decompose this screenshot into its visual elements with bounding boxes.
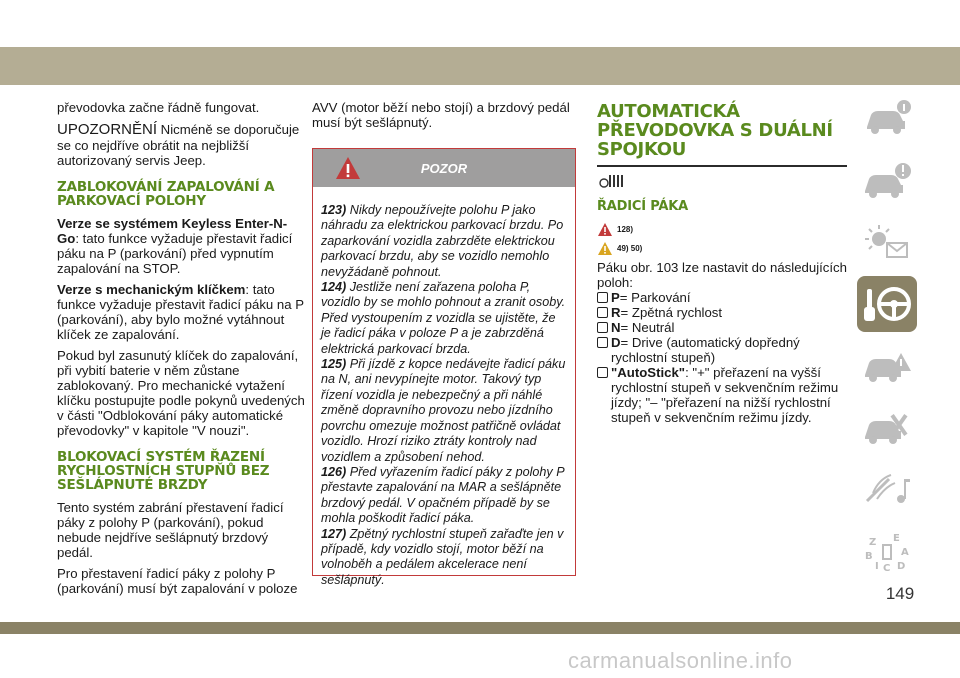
- car-info-icon: [861, 97, 913, 139]
- nav-index[interactable]: [857, 524, 917, 580]
- gear-position: [597, 365, 847, 425]
- warning-text: Jestliže není zařazena poloha P, vozidlo by se mohlo pohnout a zranit osoby. Před vystoupením z vozidla se ujistěte, že je řadicí páka v poloze P a je zabrzděná elektrická parkovací brzda.: [321, 280, 566, 356]
- nav-car-info[interactable]: [857, 90, 917, 146]
- section-heading: ZABLOKOVÁNÍ ZAPALOVÁNÍ A PARKOVACÍ POLOHY: [57, 179, 275, 209]
- page-top-margin: [0, 0, 960, 47]
- warning-item: [321, 203, 567, 280]
- warning-text: Zpětný rychlostní stupeň zařaďte jen v případě, kdy vozidlo stojí, motor běží na volnoběh a pedálem akcelerace není sešlápnutý.: [321, 526, 564, 587]
- pozor-header: [313, 149, 575, 187]
- index-letters-icon: [861, 531, 913, 573]
- nav-car-service[interactable]: [857, 152, 917, 208]
- paragraph: [57, 216, 307, 276]
- pozor-title: POZOR: [420, 161, 468, 176]
- checkbox-icon: [597, 367, 608, 378]
- warning-item: [321, 465, 567, 527]
- checkbox-icon: [597, 292, 608, 303]
- section-heading: ŘADICÍ PÁKA: [597, 199, 688, 214]
- version-label: Verze s mechanickým klíčkem: [57, 282, 246, 297]
- chapter-nav: [857, 90, 917, 586]
- nav-lights-messages[interactable]: [857, 214, 917, 270]
- warning-number: 125): [321, 357, 347, 372]
- upozorneni-text: Nicméně se doporučuje se co nejdříve obrátit na nejbližší autorizovaný servis Jeep.: [57, 122, 300, 168]
- gear-key: P: [611, 290, 620, 305]
- paragraph-text: : tato funkce vyžaduje přestavit řadicí páku na P (parkování) před vypnutím zapalování na STOP.: [57, 231, 293, 276]
- svg-text:E: E: [893, 533, 900, 544]
- warning-text: Při jízdě z kopce nedávejte řadicí páku na N, ani nevypínejte motor. Takový typ řízení vozidla je nebezpečný a při náhlé změně dopravního provozu nebo jízdního povrchu omezuje možnost patřičně ovládat vozidlo. Hrozí riziko ztráty kontroly nad vozidlem a způsobení nehod.: [321, 357, 566, 464]
- heading-rule: [597, 165, 847, 167]
- section-heading: BLOKOVACÍ SYSTÉM ŘAZENÍ RYCHLOSTNÍCH STUPŇŮ BEZ SEŠLÁPNUTÉ BRZDY: [57, 449, 270, 493]
- note-number: 49) 50): [617, 244, 643, 253]
- header-bar: [0, 47, 960, 85]
- checkbox-icon: [597, 337, 608, 348]
- pozor-body: [313, 187, 575, 588]
- pozor-warning-box: [312, 148, 576, 587]
- car-warning-icon: [861, 345, 913, 387]
- paragraph: převodovka začne řádně fungovat.: [57, 100, 260, 115]
- driving-wheel-icon: [861, 281, 913, 327]
- warning-item: [321, 280, 567, 357]
- car-service-icon: [861, 159, 913, 201]
- gear-text: = Parkování: [619, 290, 691, 305]
- note-number: 128): [617, 225, 634, 234]
- gear-text: = Neutrál: [620, 320, 675, 335]
- paragraph: AVV (motor běží nebo stojí) a brzdový pedál musí být sešlápnutý.: [312, 100, 570, 130]
- gear-key: R: [611, 305, 621, 320]
- chapter-heading: AUTOMATICKÁ PŘEVODOVKA S DUÁLNÍ SPOJKOU: [597, 101, 833, 160]
- paragraph: Pro přestavení řadicí páky z polohy P (parkování) musí být zapalování v poloze: [57, 566, 298, 596]
- checkbox-icon: [597, 322, 608, 333]
- lights-mail-icon: [861, 221, 913, 263]
- gear-line-text: [611, 335, 847, 365]
- paragraph: [57, 282, 307, 342]
- paragraph-text: : tato funkce vyžaduje přestavit řadicí páku na P (parkování), aby bylo možné vytáhnout klíček ze zapalování.: [57, 282, 304, 342]
- nav-emergency[interactable]: [857, 338, 917, 394]
- warning-number: 127): [321, 526, 347, 541]
- version-label: Verze se systémem Keyless Enter-N-Go: [57, 216, 288, 246]
- intro-text: Páku obr. 103 lze nastavit do následujících poloh:: [597, 260, 847, 290]
- gear-position: [597, 290, 847, 305]
- gear-position: [597, 305, 847, 320]
- gear-text: : "+" přeřazení na vyšší rychlostní stupeň v sekvenčním režimu jízdy; "– "přeřazení na nižší rychlostní stupeň v sekvenčním režimu jízdy.: [611, 365, 839, 425]
- gear-line-text: [611, 365, 847, 425]
- column-left: [57, 100, 307, 602]
- caution-triangle-icon: [597, 241, 613, 256]
- nav-multimedia[interactable]: [857, 462, 917, 518]
- warning-number: 124): [321, 280, 347, 295]
- svg-text:Z: Z: [869, 537, 877, 548]
- paragraph: Tento systém zabrání přestavení řadicí páky z polohy P (parkování), pokud nebude nejdříve sešlápnutý brzdový pedál.: [57, 500, 284, 560]
- svg-text:I: I: [875, 561, 879, 572]
- gear-text: = Zpětná rychlost: [620, 305, 723, 320]
- warning-text: Před vyřazením řadicí páky z polohy P přestavte zapalování na MAR a sešlápněte brzdový pedál. V opačném případě by se mohla poškodit řadicí páka.: [321, 464, 565, 526]
- gear-key: N: [611, 320, 621, 335]
- warning-number: 126): [321, 464, 347, 479]
- warning-text: Nikdy nepoužívejte polohu P jako náhradu za elektrickou parkovací brzdu. Po zaparkování vozidla zabrzděte elektrickou parkovací brzdu, aby se vozidlo nemohlo nevyžádaně pohnout.: [321, 203, 564, 279]
- gear-text: = Drive (automatický dopředný rychlostní stupeň): [611, 335, 800, 365]
- warning-item: [321, 357, 567, 465]
- warning-item: [321, 527, 567, 589]
- svg-text:A: A: [901, 547, 909, 558]
- watermark: carmanualsonline.info: [568, 648, 793, 673]
- svg-text:C: C: [883, 563, 891, 573]
- svg-text:D: D: [897, 561, 906, 572]
- checkbox-icon: [597, 307, 608, 318]
- paragraph: Pokud byl zasunutý klíček do zapalování, při vybití baterie v něm zůstane zablokovaný. Pro mechanické vytažení klíčku postupujte podle pokynů uvedených v části "Odblokování páky automatické převodovky" v kapitole "V nouzi".: [57, 348, 305, 438]
- gear-position: [597, 335, 847, 365]
- warning-number: 123): [321, 203, 347, 217]
- svg-text:B: B: [865, 551, 873, 562]
- note-reference: [597, 222, 847, 237]
- warning-triangle-icon: [597, 222, 613, 237]
- column-middle: [312, 100, 577, 136]
- media-icon: [861, 469, 913, 511]
- dual-clutch-icon: [599, 173, 627, 189]
- gear-key: D: [611, 335, 621, 350]
- column-right: [597, 100, 847, 425]
- gear-position: [597, 320, 847, 335]
- page-number: 149: [885, 584, 915, 603]
- footer-bar: [0, 622, 960, 634]
- nav-starting-driving[interactable]: [857, 276, 917, 332]
- upozorneni-label: UPOZORNĚNÍ: [57, 121, 158, 138]
- gear-key: "AutoStick": [611, 365, 686, 380]
- upozorneni-paragraph: [57, 121, 307, 168]
- note-reference: [597, 241, 847, 256]
- nav-maintenance[interactable]: [857, 400, 917, 456]
- car-tools-icon: [861, 407, 913, 449]
